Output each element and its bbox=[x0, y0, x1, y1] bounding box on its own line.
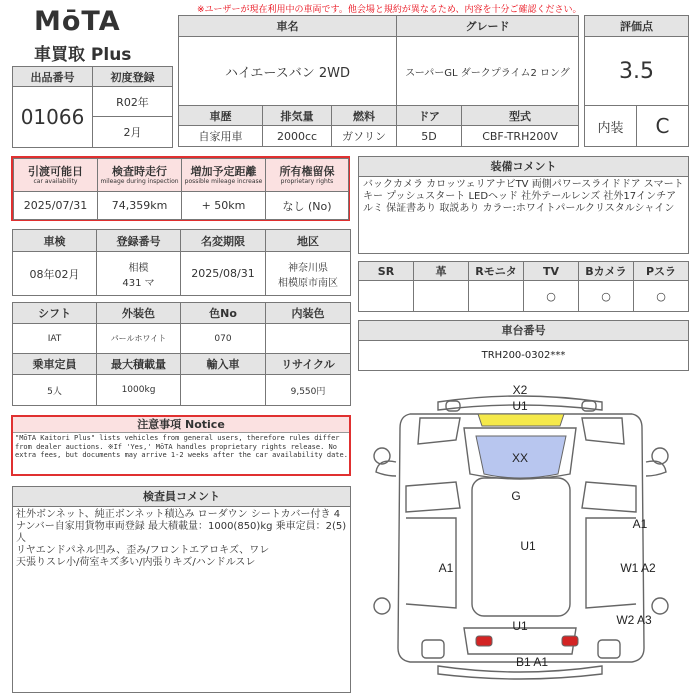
availability-sub: car availability bbox=[33, 178, 78, 185]
equipment-title: 装備コメント bbox=[358, 156, 689, 177]
feature-sr-label: SR bbox=[359, 262, 414, 281]
label-b1-a1: B1 A1 bbox=[515, 655, 549, 669]
area-value-1: 神奈川県 bbox=[288, 262, 328, 274]
score-label: 評価点 bbox=[585, 16, 689, 37]
model-value: CBF-TRH200V bbox=[462, 126, 579, 147]
load-value: 1000kg bbox=[97, 375, 181, 406]
door-value: 5D bbox=[397, 126, 462, 147]
availability-label: 引渡可能日 bbox=[28, 165, 83, 178]
feature-tv-label: TV bbox=[524, 262, 579, 281]
notice-title: 注意事項 Notice bbox=[13, 417, 349, 433]
interior-score-label: 内装 bbox=[585, 106, 637, 147]
import-value bbox=[181, 375, 266, 406]
equipment-text: バックカメラ カロッツェリアナビTV 両側パワースライドドア スマートキー プッシュスタート LEDヘッド 社外テールレンズ 社外17インチアルミ 保証書あり 取説あり カラー:ホワイトパールクリスタルシャイン bbox=[358, 176, 689, 254]
label-u1-bottom: U1 bbox=[512, 619, 528, 633]
chassis-value: TRH200-0302*** bbox=[358, 340, 689, 371]
plate-value-1: 相模 bbox=[128, 262, 149, 274]
chassis-title: 車台番号 bbox=[358, 320, 689, 341]
grade-label: グレード bbox=[397, 16, 579, 37]
label-w1-a2: W1 A2 bbox=[620, 561, 656, 575]
notice-text: "MōTA Kaitori Plus" lists vehicles from general users, therefore rules differ from dealer auctions. ※If 'Yes,' MōTA handles proprietary rights release. No extra fees, but documents may arrive 1-2 weeks after the car availability date. bbox=[15, 434, 348, 460]
inspector-title: 検査員コメント bbox=[12, 486, 351, 507]
plate-value-2: 431 マ bbox=[122, 277, 155, 289]
mileage-value: 74,359km bbox=[98, 192, 182, 220]
shaken-label: 車検 bbox=[13, 230, 97, 252]
feature-leather-value bbox=[414, 281, 469, 312]
increase-sub: possible mileage increase bbox=[184, 178, 263, 185]
label-a1-left: A1 bbox=[438, 561, 454, 575]
area-value-2: 相模原市南区 bbox=[278, 277, 338, 289]
lot-label: 出品番号 bbox=[13, 67, 93, 87]
mileage-label: 検査時走行 bbox=[112, 165, 167, 178]
interior-color-label: 内装色 bbox=[266, 303, 351, 324]
spec-table bbox=[12, 302, 351, 406]
inspector-line: 天張りスレ小/荷室キズ多い/内張りキズ/ハンドルスレ bbox=[16, 557, 256, 568]
rights-value: なし (No) bbox=[266, 192, 349, 220]
feature-pslide-label: Pスラ bbox=[634, 262, 689, 281]
increase-value: + 50km bbox=[182, 192, 266, 220]
lot-table bbox=[12, 66, 173, 148]
color-value: パールホワイト bbox=[97, 324, 181, 354]
color-label: 外装色 bbox=[97, 303, 181, 324]
interior-color-value bbox=[266, 324, 351, 354]
interior-score-value: C bbox=[637, 106, 689, 147]
increase-label: 増加予定距離 bbox=[190, 165, 257, 178]
rear-light-left bbox=[476, 636, 492, 646]
color-code-label: 色No bbox=[181, 303, 266, 324]
rear-light-right bbox=[562, 636, 578, 646]
top-notice: ※ユーザーが現在利用中の車両です。他会場と規約が異なるため、内容を十分ご確認ください。 bbox=[197, 5, 582, 15]
import-label: 輸入車 bbox=[181, 354, 266, 375]
label-u1-center: U1 bbox=[520, 539, 536, 553]
car-name-value: ハイエースバン 2WD bbox=[179, 37, 397, 106]
color-code-value: 070 bbox=[181, 324, 266, 354]
score-table bbox=[584, 15, 689, 147]
feature-pslide-value: ○ bbox=[634, 281, 689, 312]
plate-label: 登録番号 bbox=[97, 230, 181, 252]
label-u1-top: U1 bbox=[512, 399, 528, 413]
label-w2-a3: W2 A3 bbox=[616, 613, 652, 627]
car-table bbox=[178, 15, 579, 147]
label-x2: X2 bbox=[512, 383, 528, 397]
shaken-value: 08年02月 bbox=[13, 252, 97, 296]
features-table bbox=[358, 261, 689, 312]
door-label: ドア bbox=[397, 106, 462, 126]
shift-value: IAT bbox=[13, 324, 97, 354]
feature-bcamera-value: ○ bbox=[579, 281, 634, 312]
inspector-comment bbox=[12, 506, 351, 693]
displacement-value: 2000cc bbox=[263, 126, 332, 147]
mileage-sub: mileage during inspection bbox=[100, 178, 179, 185]
area-label: 地区 bbox=[266, 230, 351, 252]
label-g: G bbox=[511, 489, 521, 503]
reg-month: 2月 bbox=[93, 117, 173, 148]
shift-label: シフト bbox=[13, 303, 97, 324]
change-label: 名変期限 bbox=[181, 230, 266, 252]
displacement-label: 排気量 bbox=[263, 106, 332, 126]
inspector-line: 社外ボンネット、純正ボンネット積込み ローダウン シートカバー付き 4ナンバー自家用貨物車両登録 最大積載量：1000(850)kg 乗車定員：2(5)人 bbox=[16, 509, 347, 544]
history-label: 車歴 bbox=[179, 106, 263, 126]
load-label: 最大積載量 bbox=[97, 354, 181, 375]
availability-table bbox=[13, 158, 349, 220]
fuel-value: ガソリン bbox=[332, 126, 397, 147]
availability-value: 2025/07/31 bbox=[14, 192, 98, 220]
car-name-label: 車名 bbox=[179, 16, 397, 37]
model-label: 型式 bbox=[462, 106, 579, 126]
feature-rmonitor-value bbox=[469, 281, 524, 312]
rights-label: 所有権留保 bbox=[279, 165, 335, 178]
inspector-line: リヤエンドパネル凹み、歪み/フロントエアロキズ、ワレ bbox=[16, 545, 270, 556]
lot-value: 01066 bbox=[13, 87, 93, 148]
capacity-label: 乗車定員 bbox=[13, 354, 97, 375]
feature-rmonitor-label: Rモニタ bbox=[469, 262, 524, 281]
reg-label: 初度登録 bbox=[93, 67, 173, 87]
score-value: 3.5 bbox=[585, 37, 689, 106]
logo-subtitle: 車買取 Plus bbox=[34, 45, 132, 65]
label-xx: XX bbox=[511, 451, 529, 465]
change-value: 2025/08/31 bbox=[181, 252, 266, 296]
front-bumper-highlight bbox=[478, 414, 564, 426]
grade-value: スーパーGL ダークプライム2 ロング bbox=[397, 37, 579, 106]
fuel-label: 燃料 bbox=[332, 106, 397, 126]
feature-bcamera-label: Bカメラ bbox=[579, 262, 634, 281]
car-damage-diagram bbox=[360, 378, 690, 696]
registration-table bbox=[12, 229, 351, 296]
label-a1-right: A1 bbox=[632, 517, 648, 531]
recycle-label: リサイクル bbox=[266, 354, 351, 375]
rights-sub: proprietary rights bbox=[280, 178, 334, 185]
feature-sr-value bbox=[359, 281, 414, 312]
capacity-value: 5人 bbox=[13, 375, 97, 406]
recycle-value: 9,550円 bbox=[266, 375, 351, 406]
mota-logo: MōTA bbox=[34, 6, 121, 37]
feature-leather-label: 革 bbox=[414, 262, 469, 281]
feature-tv-value: ○ bbox=[524, 281, 579, 312]
history-value: 自家用車 bbox=[179, 126, 263, 147]
reg-year: R02年 bbox=[93, 87, 173, 117]
